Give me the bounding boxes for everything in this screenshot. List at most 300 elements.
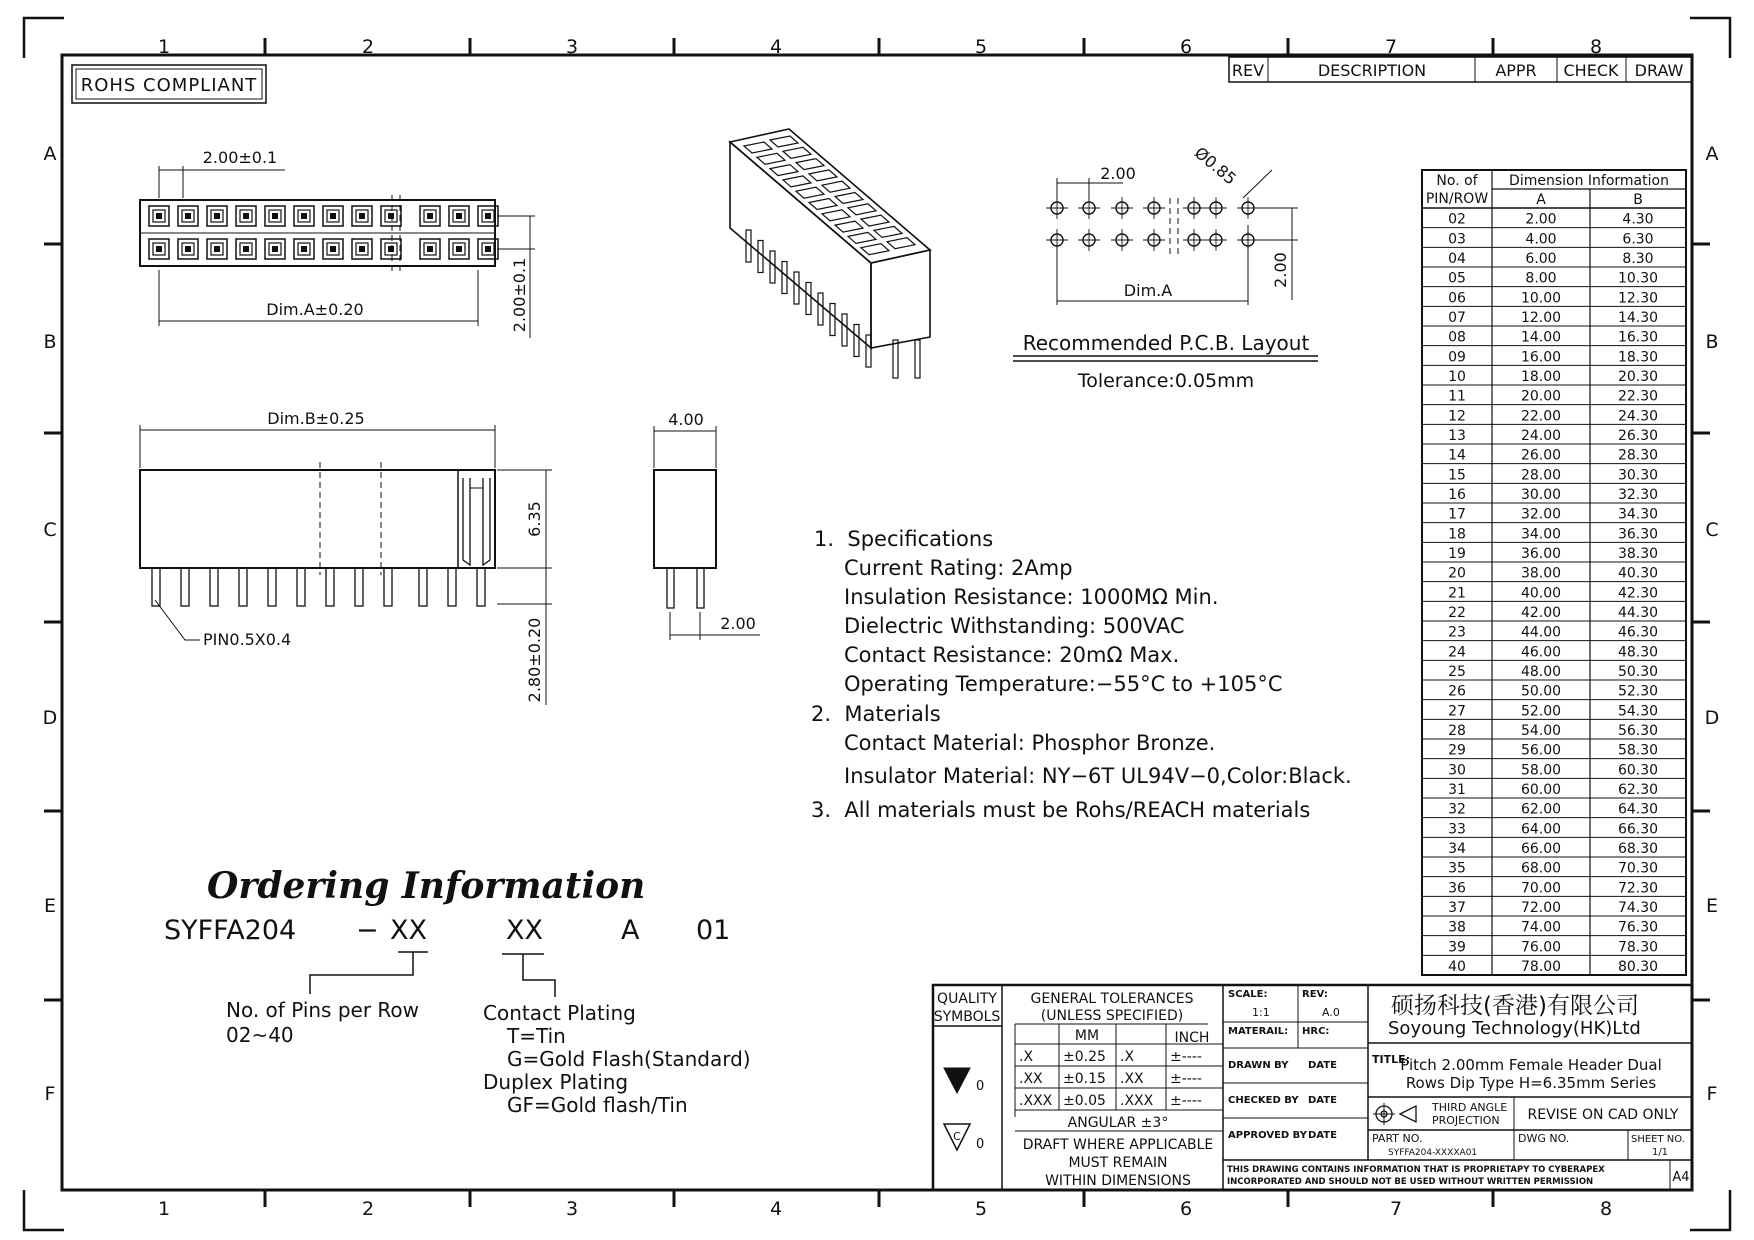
table-row	[1422, 369, 1686, 385]
table-cell-a: 54.00	[1520, 723, 1562, 739]
table-cell-pins: 05	[1448, 270, 1466, 287]
zone-row-b: B	[43, 331, 57, 353]
table-row	[1422, 605, 1686, 621]
table-row	[1422, 900, 1686, 916]
pcb-layout	[1013, 143, 1318, 392]
zone-col-3: 3	[565, 1198, 579, 1220]
table-cell-a: 76.00	[1520, 939, 1562, 956]
table-row	[1448, 959, 1658, 975]
pin-cavity	[449, 239, 469, 259]
table-row	[1422, 841, 1686, 857]
end-width: 4.00	[668, 410, 704, 429]
table-cell-b: 64.30	[1617, 801, 1659, 818]
table-cell-pins: 02	[1448, 211, 1466, 228]
pcb-pitch: 2.00	[1100, 164, 1136, 183]
pin-cavity	[449, 206, 469, 226]
table-cell-b: 78.30	[1617, 939, 1659, 956]
table-cell-pins: 35	[1448, 860, 1466, 877]
table-cell-a: 38.00	[1520, 565, 1562, 582]
table-cell-b: 60.30	[1617, 762, 1659, 779]
tolerance-row	[1019, 1071, 1202, 1087]
zone-row-a: A	[43, 143, 57, 165]
table-cell-a: 72.00	[1520, 900, 1562, 916]
iso-cavity	[783, 176, 811, 187]
zone-col-3: 3	[565, 36, 579, 58]
side-height: 6.35	[525, 501, 544, 537]
table-cell-pins: 12	[1448, 408, 1466, 425]
table-row	[1422, 939, 1686, 955]
zone-row-d: D	[42, 707, 58, 729]
table-cell-a: 78.00	[1520, 959, 1562, 975]
rohs-label: ROHS COMPLIANT	[80, 75, 258, 96]
table-cell-pins: 08	[1448, 329, 1466, 346]
table-cell-pins: 25	[1448, 664, 1466, 680]
table-cell-a: 34.00	[1520, 526, 1562, 543]
pcb-dim-a: Dim.A	[1123, 281, 1173, 300]
table-row	[1422, 861, 1686, 877]
iso-cavity	[861, 215, 889, 226]
side-pin	[477, 568, 485, 606]
tol-cell-mm-place: .XXX	[1019, 1093, 1053, 1109]
gen-tol-label: GENERAL TOLERANCES	[1030, 991, 1194, 1007]
drawn-date-label: DATE	[1308, 1060, 1337, 1071]
table-cell-pins: 34	[1448, 841, 1466, 857]
table-row	[1422, 782, 1686, 798]
table-cell-b: 50.30	[1617, 664, 1659, 680]
zone-col-2: 2	[361, 36, 375, 58]
iso-cavity	[809, 199, 837, 210]
table-cell-pins: 40	[1448, 959, 1466, 975]
zone-row-b: B	[1705, 331, 1719, 353]
pcb-hole	[1143, 229, 1165, 251]
table-cell-b: 52.30	[1617, 683, 1659, 700]
pin-cavity	[323, 206, 343, 226]
table-row	[1422, 920, 1686, 936]
table-cell-a: 6.00	[1525, 251, 1557, 267]
table-cell-a: 60.00	[1520, 782, 1562, 798]
specifications	[811, 527, 1352, 822]
pin-cavity	[323, 239, 343, 259]
table-row	[1422, 349, 1686, 365]
drawing-title-2: Rows Dip Type H=6.35mm Series	[1405, 1074, 1657, 1092]
pcb-title: Recommended P.C.B. Layout	[1022, 331, 1310, 355]
pin-cavity	[149, 206, 169, 226]
iso-pin	[818, 293, 823, 325]
ordering-seg4: 01	[696, 915, 731, 946]
tol-cell-mm-value: ±0.05	[1063, 1093, 1106, 1109]
table-cell-b: 14.30	[1617, 310, 1659, 326]
pcb-hole-dia: Ø0.85	[1190, 143, 1241, 189]
iso-cavity	[835, 193, 863, 204]
rev-label: REV:	[1302, 989, 1328, 1000]
zone-col-4: 4	[769, 36, 783, 58]
table-cell-pins: 28	[1448, 723, 1466, 739]
table-cell-pins: 13	[1448, 428, 1466, 444]
table-row	[1422, 251, 1686, 267]
symbol-2-letter: C	[953, 1130, 961, 1143]
table-row	[1422, 467, 1686, 483]
symbol-1-value: 0	[976, 1079, 985, 1094]
table-cell-a: 42.00	[1520, 605, 1562, 621]
ordering-seg2: XX	[506, 915, 543, 946]
spec-contact-resistance: Contact Resistance: 20mΩ Max.	[844, 643, 1180, 667]
table-header-info: Dimension Information	[1509, 173, 1669, 189]
side-pin	[268, 568, 276, 606]
table-row	[1422, 625, 1686, 641]
table-row	[1422, 231, 1686, 247]
table-cell-a: 2.00	[1525, 211, 1557, 228]
table-row	[1422, 743, 1686, 759]
revision-block	[1229, 57, 1692, 82]
ordering-duplex-gf: GF=Gold flash/Tin	[507, 1093, 688, 1117]
side-pin	[210, 568, 218, 606]
table-cell-pins: 29	[1448, 742, 1466, 759]
pin-cavity	[381, 239, 401, 259]
side-pin	[297, 568, 305, 606]
table-cell-pins: 15	[1448, 467, 1466, 484]
spec-contact-material: Contact Material: Phosphor Bronze.	[844, 731, 1216, 755]
table-cell-pins: 37	[1448, 900, 1466, 916]
table-cell-a: 22.00	[1520, 408, 1562, 425]
table-cell-pins: 22	[1448, 605, 1466, 621]
end-view	[654, 410, 760, 640]
tol-cell-inch-place: .XXX	[1120, 1093, 1154, 1109]
spec-heading-1: 1. Specifications	[814, 527, 994, 551]
zone-row-d: D	[1704, 707, 1720, 729]
revise-note: REVISE ON CAD ONLY	[1527, 1107, 1679, 1123]
notice-line-1: THIS DRAWING CONTAINS INFORMATION THAT IS PROPRIETAPY TO CYBERAPEX	[1227, 1165, 1605, 1175]
pcb-row-pitch: 2.00	[1271, 252, 1290, 288]
table-cell-b: 32.30	[1617, 487, 1659, 503]
tolerance-row	[1019, 1049, 1202, 1065]
pin-cavity	[236, 206, 256, 226]
title-label: TITLE:	[1372, 1053, 1411, 1066]
zone-col-6: 6	[1179, 36, 1193, 58]
table-header-pins-2: PIN/ROW	[1425, 191, 1489, 207]
iso-cavity	[874, 226, 902, 237]
projection-symbol	[1373, 1103, 1416, 1125]
table-cell-pins: 18	[1448, 526, 1466, 543]
zone-col-8: 8	[1599, 1198, 1613, 1220]
table-row	[1422, 271, 1686, 287]
spec-heading-2: 2. Materials	[811, 702, 941, 726]
table-cell-pins: 33	[1448, 821, 1466, 838]
part-no-label: PART NO.	[1372, 1132, 1423, 1145]
pin-cavity	[265, 239, 285, 259]
table-row	[1422, 389, 1686, 405]
table-cell-pins: 10	[1448, 369, 1466, 385]
table-cell-a: 14.00	[1520, 329, 1562, 346]
rough-symbol-filled	[944, 1068, 970, 1093]
zone-row-a: A	[1705, 143, 1719, 165]
iso-cavity	[796, 159, 824, 170]
spec-insulation: Insulation Resistance: 1000MΩ Min.	[844, 585, 1219, 609]
table-cell-a: 26.00	[1520, 447, 1562, 464]
top-view	[140, 148, 535, 338]
table-cell-b: 44.30	[1617, 605, 1659, 621]
spec-current: Current Rating: 2Amp	[844, 556, 1073, 580]
table-cell-a: 46.00	[1520, 644, 1562, 661]
tol-cell-inch-value: ±----	[1170, 1049, 1202, 1065]
pin-cavity	[149, 239, 169, 259]
checked-date-label: DATE	[1308, 1095, 1337, 1106]
table-cell-a: 18.00	[1520, 369, 1562, 385]
draft-line-2: MUST REMAIN	[1068, 1155, 1168, 1171]
iso-pin	[915, 340, 920, 378]
table-cell-a: 52.00	[1520, 703, 1562, 720]
table-cell-a: 44.00	[1520, 624, 1562, 641]
table-cell-a: 20.00	[1520, 388, 1562, 405]
tol-mm-header: MM	[1074, 1028, 1100, 1044]
dwg-no-label: DWG NO.	[1518, 1132, 1570, 1145]
ordering-information	[164, 865, 751, 1117]
iso-cavity	[822, 181, 850, 192]
table-cell-a: 28.00	[1520, 467, 1562, 484]
table-cell-pins: 19	[1448, 546, 1466, 562]
iso-pin	[830, 304, 835, 336]
pcb-hole	[1078, 197, 1100, 219]
table-cell-b: 18.30	[1617, 349, 1659, 366]
iso-cavity	[822, 210, 850, 221]
side-pin	[181, 568, 189, 606]
pcb-hole	[1111, 197, 1133, 219]
table-cell-a: 64.00	[1520, 821, 1562, 838]
side-pin	[448, 568, 456, 606]
spec-dielectric: Dielectric Withstanding: 500VAC	[844, 614, 1185, 638]
zone-col-1: 1	[157, 1198, 171, 1220]
table-cell-pins: 16	[1448, 487, 1466, 503]
checked-label: CHECKED BY	[1228, 1095, 1299, 1106]
iso-pin	[758, 241, 763, 273]
pcb-hole	[1183, 229, 1205, 251]
isometric-view	[730, 129, 930, 378]
side-pin	[419, 568, 427, 606]
table-cell-b: 42.30	[1617, 585, 1659, 602]
table-header-a: A	[1536, 192, 1546, 208]
spec-insulator-material: Insulator Material: NY−6T UL94V−0,Color:Black.	[844, 764, 1352, 788]
ordering-part: SYFFA204	[164, 915, 297, 946]
table-cell-b: 72.30	[1617, 880, 1659, 897]
tol-cell-mm-place: .X	[1019, 1049, 1034, 1065]
table-row	[1422, 821, 1686, 837]
table-cell-pins: 20	[1448, 565, 1466, 582]
table-row	[1422, 408, 1686, 424]
sheet-value: 1/1	[1651, 1147, 1669, 1158]
table-cell-b: 46.30	[1617, 624, 1659, 641]
description-header: DESCRIPTION	[1317, 61, 1427, 80]
sheet-size: A4	[1672, 1170, 1690, 1185]
pcb-hole	[1205, 197, 1227, 219]
table-cell-b: 22.30	[1617, 388, 1659, 405]
table-cell-b: 80.30	[1617, 959, 1659, 975]
table-cell-b: 56.30	[1617, 723, 1659, 739]
table-row	[1422, 212, 1686, 228]
iso-cavity	[835, 221, 863, 232]
zone-col-6: 6	[1179, 1198, 1193, 1220]
ordering-seg3: A	[621, 915, 640, 946]
pcb-hole	[1078, 229, 1100, 251]
zone-row-c: C	[1705, 519, 1719, 541]
table-cell-pins: 39	[1448, 939, 1466, 956]
tol-cell-mm-value: ±0.25	[1063, 1049, 1106, 1065]
table-cell-b: 62.30	[1617, 782, 1659, 798]
table-cell-b: 66.30	[1617, 821, 1659, 838]
pcb-hole	[1183, 197, 1205, 219]
symbols-label: SYMBOLS	[933, 1009, 1001, 1025]
table-row	[1422, 566, 1686, 582]
ordering-pins-range: 02~40	[226, 1023, 294, 1047]
table-cell-a: 48.00	[1520, 664, 1562, 680]
ordering-plating-t: T=Tin	[507, 1024, 566, 1048]
table-cell-a: 68.00	[1520, 860, 1562, 877]
pin-cavity	[178, 239, 198, 259]
table-cell-a: 70.00	[1520, 880, 1562, 897]
pin-cavity	[294, 239, 314, 259]
table-cell-b: 38.30	[1617, 546, 1659, 562]
table-cell-b: 74.30	[1617, 900, 1659, 916]
drawn-label: DRAWN BY	[1228, 1060, 1289, 1071]
angular-label: ANGULAR ±3°	[1067, 1115, 1169, 1131]
iso-cavity	[770, 165, 798, 176]
table-cell-b: 28.30	[1617, 447, 1659, 464]
table-cell-a: 66.00	[1520, 841, 1562, 857]
table-row	[1422, 723, 1686, 739]
ordering-dash: −	[356, 915, 379, 946]
zone-col-1: 1	[157, 36, 171, 58]
table-cell-pins: 23	[1448, 624, 1466, 641]
table-cell-a: 30.00	[1520, 487, 1562, 503]
table-row	[1422, 880, 1686, 896]
table-cell-pins: 27	[1448, 703, 1466, 720]
table-cell-pins: 14	[1448, 447, 1466, 464]
tol-cell-inch-value: ±----	[1170, 1093, 1202, 1109]
side-pins	[152, 568, 485, 606]
iso-cavity	[757, 153, 785, 164]
table-cell-pins: 26	[1448, 683, 1466, 700]
zone-row-f: F	[1706, 1083, 1718, 1105]
table-cell-a: 16.00	[1520, 349, 1562, 366]
table-row	[1422, 644, 1686, 660]
table-row	[1422, 762, 1686, 778]
table-row	[1422, 330, 1686, 346]
title-block	[933, 985, 1692, 1190]
side-pin-callout: PIN0.5X0.4	[203, 630, 292, 649]
iso-cavity	[783, 147, 811, 158]
pcb-holes	[1046, 197, 1259, 251]
iso-cavity	[744, 142, 772, 153]
draw-header: DRAW	[1634, 61, 1684, 80]
table-cell-pins: 07	[1448, 310, 1466, 326]
tol-inch-header: INCH	[1174, 1030, 1210, 1046]
table-cell-b: 54.30	[1617, 703, 1659, 720]
table-cell-b: 24.30	[1617, 408, 1659, 425]
table-row	[1422, 487, 1686, 503]
pin-cavity	[381, 206, 401, 226]
table-row	[1422, 428, 1686, 444]
table-cell-pins: 04	[1448, 251, 1466, 267]
iso-cavity	[809, 170, 837, 181]
iso-pin	[770, 251, 775, 283]
approved-date-label: DATE	[1308, 1130, 1337, 1141]
table-cell-b: 40.30	[1617, 565, 1659, 582]
iso-pin	[893, 340, 898, 378]
top-dim-a: Dim.A±0.20	[266, 300, 364, 319]
table-cell-a: 32.00	[1520, 506, 1562, 523]
tolerance-rows	[1019, 1049, 1202, 1109]
pcb-hole	[1111, 229, 1133, 251]
draft-line-3: WITHIN DIMENSIONS	[1045, 1173, 1191, 1189]
table-cell-pins: 36	[1448, 880, 1466, 897]
side-view	[140, 409, 552, 705]
table-row	[1422, 664, 1686, 680]
table-cell-pins: 06	[1448, 290, 1466, 307]
table-cell-a: 40.00	[1520, 585, 1562, 602]
table-cell-b: 8.30	[1622, 251, 1654, 267]
table-cell-pins: 09	[1448, 349, 1466, 366]
table-row	[1422, 684, 1686, 700]
table-cell-b: 70.30	[1617, 860, 1659, 877]
table-cell-b: 6.30	[1622, 231, 1654, 248]
table-cell-pins: 17	[1448, 506, 1466, 523]
side-pin	[326, 568, 334, 606]
top-row-pitch: 2.00±0.1	[510, 257, 529, 333]
ordering-plating-g: G=Gold Flash(Standard)	[507, 1047, 751, 1071]
table-cell-b: 36.30	[1617, 526, 1659, 543]
company-en: Soyoung Technology(HK)Ltd	[1388, 1018, 1641, 1039]
ordering-pins-label: No. of Pins per Row	[226, 998, 419, 1022]
table-cell-a: 12.00	[1520, 310, 1562, 326]
table-row	[1422, 585, 1686, 601]
zone-row-e: E	[1705, 895, 1719, 917]
side-pin	[239, 568, 247, 606]
iso-pin	[806, 283, 811, 315]
iso-cavity	[770, 136, 798, 147]
table-cell-a: 58.00	[1520, 762, 1562, 779]
table-cell-a: 4.00	[1525, 231, 1557, 248]
tolerance-row	[1019, 1093, 1202, 1109]
tol-cell-inch-place: .X	[1120, 1049, 1135, 1065]
table-cell-b: 20.30	[1617, 369, 1659, 385]
table-header-pins-1: No. of	[1436, 173, 1478, 189]
tol-cell-mm-value: ±0.15	[1063, 1071, 1106, 1087]
pcb-hole	[1046, 197, 1068, 219]
unless-label: (UNLESS SPECIFIED)	[1040, 1008, 1184, 1024]
iso-pin	[842, 314, 847, 346]
table-row	[1422, 703, 1686, 719]
table-cell-pins: 30	[1448, 762, 1466, 779]
table-cell-a: 36.00	[1520, 546, 1562, 562]
zone-col-5: 5	[974, 1198, 988, 1220]
pin-cavity	[207, 206, 227, 226]
quality-label: QUALITY	[937, 991, 997, 1007]
table-cell-pins: 21	[1448, 585, 1466, 602]
table-cell-b: 10.30	[1617, 270, 1659, 287]
table-cell-pins: 32	[1448, 801, 1466, 818]
table-cell-b: 12.30	[1617, 290, 1659, 307]
zone-col-4: 4	[769, 1198, 783, 1220]
table-cell-pins: 38	[1448, 919, 1466, 936]
check-header: CHECK	[1563, 61, 1619, 80]
iso-cavity	[848, 204, 876, 215]
zone-row-f: F	[44, 1083, 56, 1105]
table-cell-a: 50.00	[1520, 683, 1562, 700]
table-cell-pins: 03	[1448, 231, 1466, 248]
table-cell-b: 30.30	[1617, 467, 1659, 484]
table-row	[1422, 448, 1686, 464]
zone-row-c: C	[43, 519, 57, 541]
table-cell-a: 8.00	[1525, 270, 1557, 287]
table-cell-b: 4.30	[1622, 211, 1654, 228]
